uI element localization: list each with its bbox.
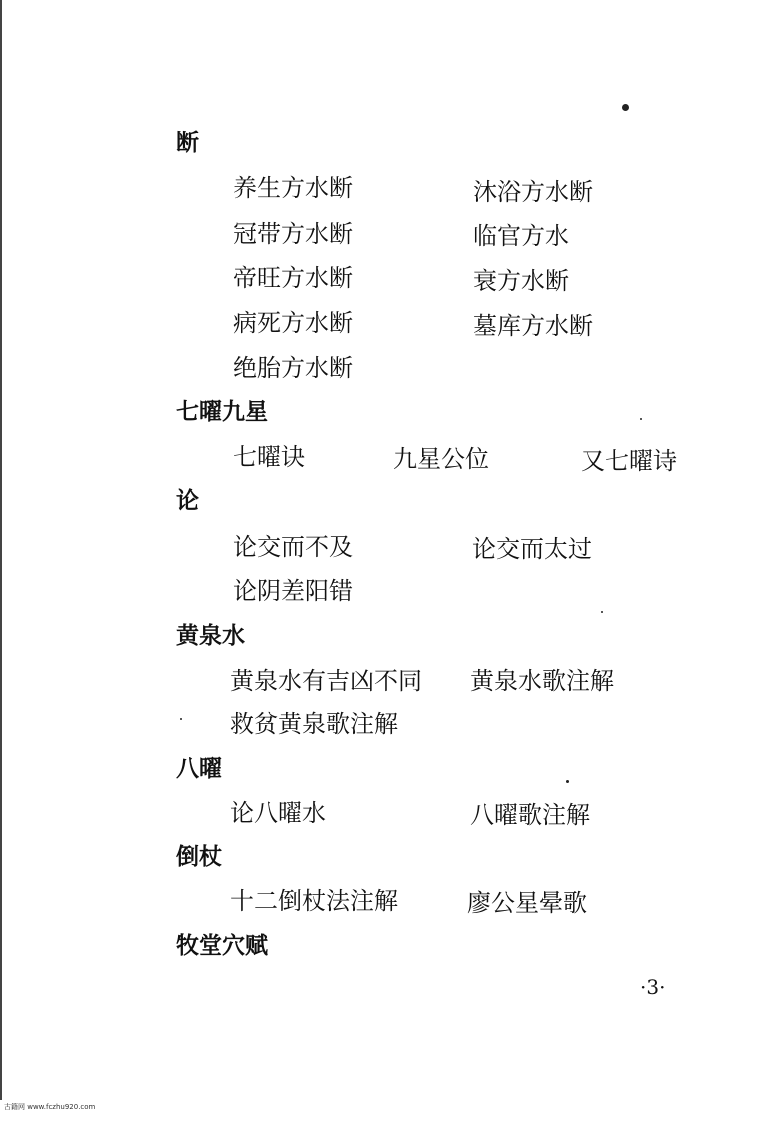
toc-item: 病死方水断	[233, 309, 353, 337]
page-number: ·3·	[640, 975, 666, 999]
scan-speck	[180, 718, 182, 720]
toc-item: 论交而太过	[472, 535, 592, 563]
page-left-border	[0, 0, 2, 1100]
toc-item: 冠带方水断	[233, 220, 353, 248]
scan-speck	[622, 104, 629, 111]
toc-item: 黄泉水有吉凶不同	[230, 667, 422, 695]
toc-item: 养生方水断	[233, 174, 353, 202]
toc-item: 廖公星晕歌	[467, 889, 587, 917]
toc-item: 衰方水断	[473, 267, 569, 295]
scan-speck	[640, 418, 642, 420]
toc-item: 九星公位	[393, 445, 489, 473]
section-heading-huangquan-shui: 黄泉水	[176, 623, 245, 649]
toc-item: 十二倒杖法注解	[230, 887, 398, 915]
section-heading-qiyao-jiuxing: 七曜九星	[176, 399, 268, 425]
section-heading-duan: 断	[176, 130, 199, 156]
toc-item: 八曜歌注解	[470, 801, 590, 829]
toc-item: 墓库方水断	[473, 312, 593, 340]
toc-item: 七曜诀	[233, 443, 305, 471]
toc-item: 又七曜诗	[581, 447, 677, 475]
scan-speck	[566, 780, 569, 783]
footer-watermark: 古籍网 www.fczhu920.com	[4, 1103, 96, 1111]
section-heading-mutang-xuefu: 牧堂穴赋	[176, 933, 268, 959]
section-heading-bayao: 八曜	[176, 756, 222, 782]
toc-item: 沐浴方水断	[473, 178, 593, 206]
toc-item: 论阴差阳错	[233, 577, 353, 605]
toc-item: 论交而不及	[233, 533, 353, 561]
scan-speck	[601, 611, 603, 613]
toc-item: 论八曜水	[230, 799, 326, 827]
toc-item: 绝胎方水断	[233, 354, 353, 382]
section-heading-daozhang: 倒杖	[176, 844, 222, 870]
toc-item: 临官方水	[473, 222, 569, 250]
toc-item: 帝旺方水断	[233, 264, 353, 292]
toc-item: 黄泉水歌注解	[470, 667, 614, 695]
section-heading-lun: 论	[176, 488, 199, 514]
toc-item: 救贫黄泉歌注解	[230, 710, 398, 738]
